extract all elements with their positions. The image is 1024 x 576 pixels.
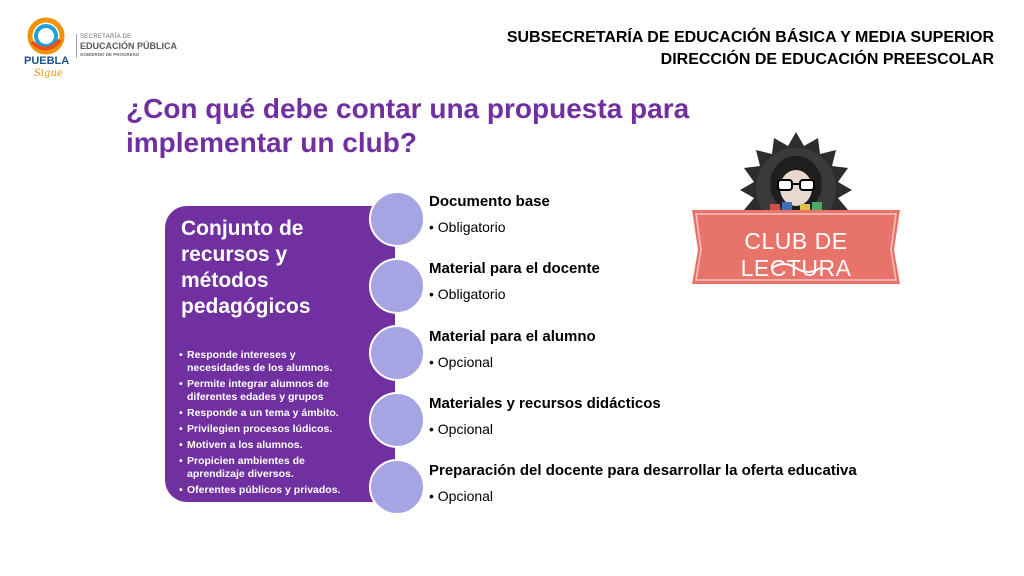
- logo-divider: [76, 34, 77, 58]
- resources-panel: [165, 206, 395, 502]
- title-line-1: ¿Con qué debe contar una propuesta para: [126, 93, 690, 124]
- slide-title: [126, 92, 689, 160]
- panel-bullet: • Motiven a los alumnos.: [179, 439, 359, 452]
- logo-line-1: SECRETARÍA DE: [80, 34, 132, 40]
- panel-bullet: • Privilegien procesos lúdicos.: [179, 423, 359, 436]
- title-line-2: implementar un club?: [126, 127, 417, 158]
- logo-line-3: GOBIERNO DE PROGRESO: [80, 52, 140, 57]
- item-title-material-alumno: Material para el alumno: [429, 328, 596, 345]
- glasses-left: [778, 180, 792, 190]
- logo-brand-main: PUEBLA: [24, 55, 70, 67]
- logo-brand-sub: Sigue: [34, 68, 63, 79]
- panel-bullet: • Propicien ambientes de aprendizaje diversos.: [179, 455, 359, 481]
- club-de-lectura-label: CLUB DE LECTURA: [740, 228, 852, 281]
- slide-header: [507, 27, 994, 71]
- header-line-2: DIRECCIÓN DE EDUCACIÓN PREESCOLAR: [660, 51, 994, 68]
- item-title-material-docente: Material para el docente: [429, 260, 600, 277]
- item-title-documento-base: Documento base: [429, 193, 550, 210]
- item-circle-5: [369, 459, 425, 515]
- logo-text: [80, 34, 177, 57]
- panel-bullet: • Oferentes públicos y privados.: [179, 484, 359, 497]
- panel-bullet: • Permite integrar alumnos de diferentes edades y grupos: [179, 378, 359, 404]
- item-sub-material-alumno: • Opcional: [429, 354, 494, 370]
- item-title-materiales-recursos: Materiales y recursos didácticos: [429, 395, 661, 412]
- item-circle-3: [369, 325, 425, 381]
- item-title-preparacion-docente: Preparación del docente para desarrollar la oferta educativa: [429, 462, 857, 479]
- item-sub-documento-base: • Obligatorio: [429, 219, 506, 235]
- glasses-right: [800, 180, 814, 190]
- item-sub-preparacion-docente: • Opcional: [429, 488, 494, 504]
- item-circle-4: [369, 392, 425, 448]
- panel-title: Conjunto de recursos y métodos pedagógicos: [181, 217, 311, 318]
- panel-bullet: • Responde intereses y necesidades de los alumnos.: [179, 349, 359, 375]
- item-sub-materiales-recursos: • Opcional: [429, 421, 494, 437]
- item-circle-1: [369, 191, 425, 247]
- item-sub-material-docente: • Obligatorio: [429, 286, 506, 302]
- item-circle-2: [369, 258, 425, 314]
- panel-bullet: • Responde a un tema y ámbito.: [179, 407, 359, 420]
- header-line-1: SUBSECRETARÍA DE EDUCACIÓN BÁSICA Y MEDIA SUPERIOR: [506, 29, 994, 46]
- panel-bullet-list: [179, 349, 359, 500]
- logo-line-2: EDUCACIÓN PÚBLICA: [80, 41, 178, 51]
